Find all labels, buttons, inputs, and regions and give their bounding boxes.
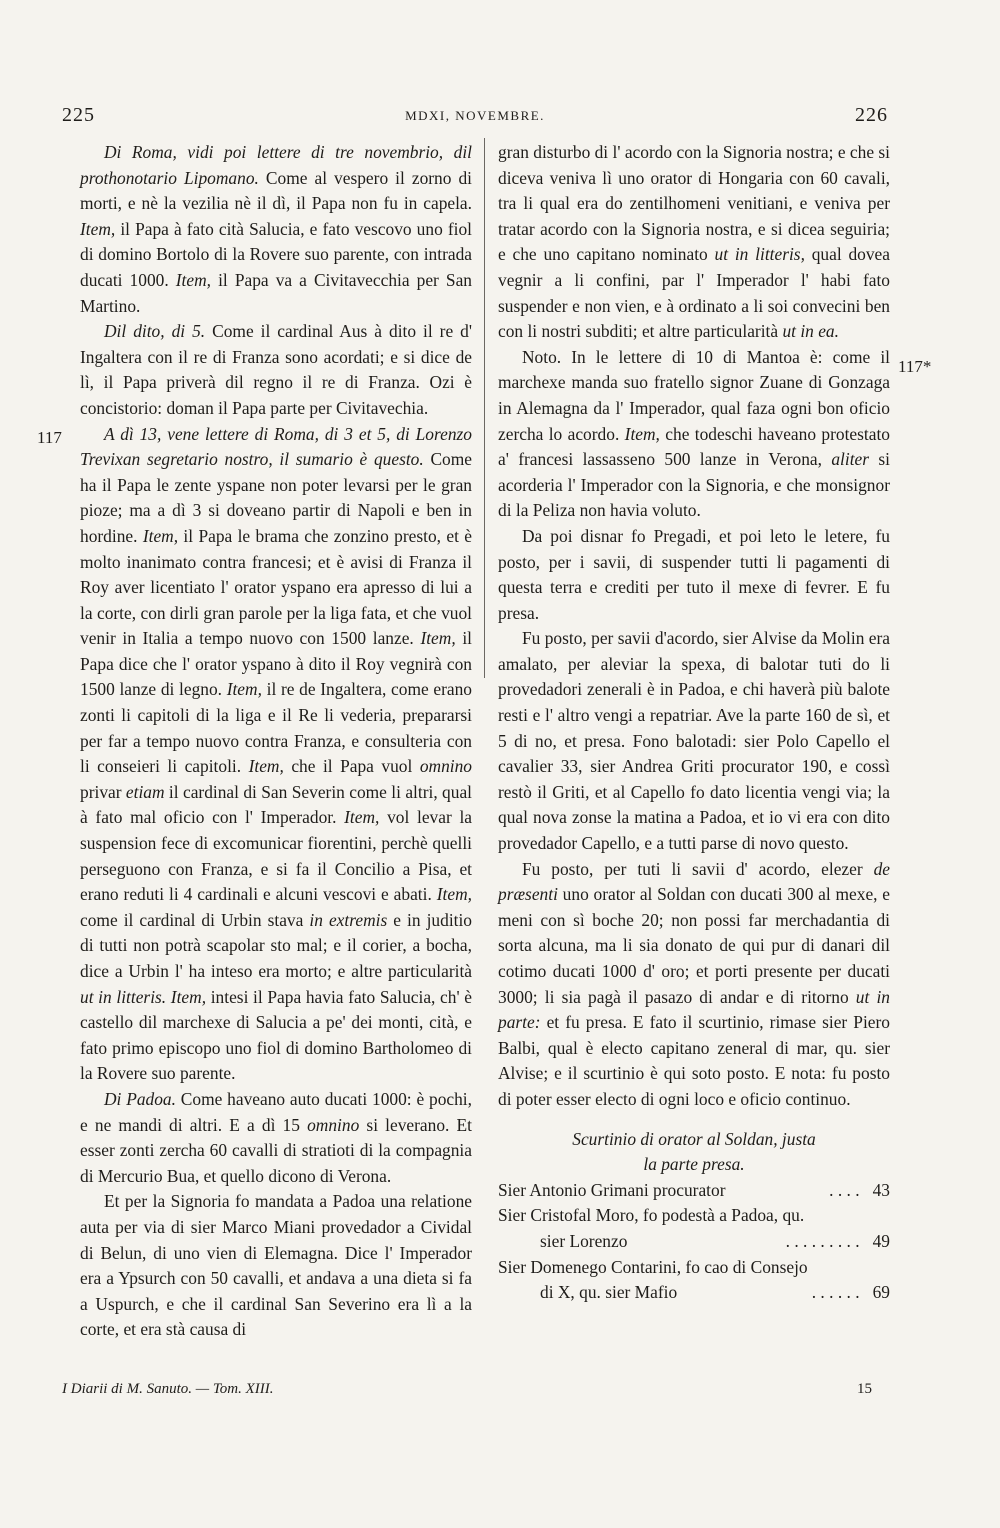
text: Fu posto, per savii d'acordo, sier Alvise da Molin era amalato, per aleviar la spexa, di balotar tuti do li provedadori zenerali è in Padoa, e chi haverà più balote resti e l' altro vengi a repatriar. Ave la parte 160 de sì, et 5 di no, et presa. Fono balotadi: sier Polo Capello el cavalier 33, sier Andrea Griti procurator 190, e cossì restò il Griti, et al Capello fo dato licentia vengi via; la qual nova zonse la matina a Padoa, et io vi era con dito provedador Capello, e a tutti parse di novo questo.	[498, 628, 890, 854]
paragraph	[80, 319, 472, 421]
leader-dots: . . . .	[829, 1179, 860, 1200]
text: come il cardinal di Urbin stava	[80, 909, 310, 930]
italic-lead: A dì 13, vene lettere di Roma, di 3 et 5, di Lorenzo Trevixan segretario nostro, il sumario è questo.	[80, 423, 472, 470]
italic-item: Item,	[624, 423, 660, 444]
italic-item: Item,	[166, 986, 207, 1007]
text: il Papa va a Civitavecchia per San Martino.	[80, 269, 472, 316]
leader-dots: . . . . . . . . .	[785, 1230, 860, 1251]
scrutinio-heading	[498, 1127, 890, 1178]
paragraph	[80, 140, 472, 319]
text: privar	[80, 781, 126, 802]
paragraph	[80, 1189, 472, 1343]
italic-word: in extremis	[309, 909, 388, 930]
italic-item: Item,	[420, 628, 456, 649]
text: gran disturbo di l' acordo con la Signoria nostra; e che si diceva veniva lì uno orator di Hongaria con 60 cavali, tra li qual era do zentilhomeni venitiani, e veniva per tratar acordo con la Signoria nostra, e si dicea seguiria; e che uno capitano nominato	[498, 142, 890, 265]
paragraph	[498, 857, 890, 1113]
candidate-name: Sier Domenego Contarini, fo cao di Consejo	[498, 1256, 808, 1277]
running-title: MDXI, NOVEMBRE.	[405, 108, 545, 123]
italic-word: aliter	[831, 449, 870, 470]
page-header	[62, 104, 888, 132]
paragraph	[498, 345, 890, 524]
right-column	[498, 140, 890, 1306]
vote-row	[498, 1280, 890, 1306]
paragraph	[498, 626, 890, 856]
vote-list	[498, 1178, 890, 1306]
text: qual dovea vegnir a li confini, par l' Imperador l' habi fato suspender e non vien, e à ordinato a li soi convecini ben con li nostri subditi; et altre particularità	[498, 244, 890, 342]
text: Come il cardinal Aus à dito il re d' Ingaltera con il re di Franza sono acordati; e si dice de lì, il Papa priverà dil regno il re di Franza. Ozi è concistorio: doman il Papa parte per Civitavechia.	[80, 321, 472, 418]
text: il Papa à fato cità Salucia, e fato vescovo uno fiol di domino Bortolo di la Rovere suo parente, con intrada ducati 1000.	[80, 218, 472, 290]
text: Noto. In le lettere di 10 di Mantoa è: come il marchexe manda suo fratello signor Zuane di Gonzaga in Alemagna da l' Imperador, qual faza ogni bon oficio zercha lo acordo.	[498, 346, 890, 444]
italic-lead: Dil dito, di 5.	[104, 321, 206, 342]
paragraph	[80, 1087, 472, 1189]
italic-item: Item,	[248, 756, 284, 777]
text: il cardinal di San Severin come li altri, qual à fato mal oficio con l' Imperador.	[80, 781, 472, 828]
text: si leverano. Et esser zonti zercha 60 cavalli di stratioti di la compagnia di Mercurio Bua, et quello dicono di Verona.	[80, 1114, 472, 1186]
vote-row	[498, 1255, 890, 1281]
sheet-number: 15	[857, 1381, 872, 1397]
italic-lead: Di Roma, vidi poi lettere di tre novembrio, dil prothonotario Lipomano.	[80, 142, 472, 188]
vote-count	[829, 1178, 890, 1204]
italic-word: omnino	[419, 756, 472, 777]
margin-note-left: 117	[37, 428, 62, 447]
italic-item: Item,	[175, 269, 212, 290]
text: Et per la Signoria fo mandata a Padoa una relatione auta per via di sier Marco Miani provedador a Cividal di Belun, di uno vien di Elemagna. Dice l' Imperador era a Ypsurch con 50 cavalli, et andava a una dieta si fa a Uspurch, e che il cardinal San Severino era lì a la corte, et era stà causa di	[80, 1191, 472, 1340]
text: vol levar la suspension fece di excomunicar fiorentini, perchè quelli perseguono con Franza, e si fa il Concilio a Pisa, et erano reduti li 4 cardinali e alcuni vescovi e abati.	[80, 807, 472, 905]
vote-number: 49	[872, 1230, 890, 1251]
italic-item: Item,	[344, 807, 380, 828]
left-column	[80, 140, 472, 1343]
heading-line: la parte presa.	[643, 1154, 745, 1175]
text: et fu presa. E fato il scurtinio, rimase sier Piero Balbi, qual è electo capitano zeneral di mar, qu. sier Alvise; e il scurtinio è qui soto posto. E nota: fu posto di poter esser electo di ogni loco e oficio continuo.	[498, 1012, 890, 1109]
italic-word: ut in litteris,	[714, 244, 805, 265]
paragraph	[498, 140, 890, 345]
italic-word: etiam	[125, 781, 165, 802]
italic-word: omnino	[307, 1114, 360, 1135]
text: Fu posto, per tuti li savii d' acordo, elezer	[522, 858, 874, 879]
text: che todeschi haveano protestato a' francesi lassasseno 500 lanze in Verona,	[498, 423, 890, 470]
page-number-right: 226	[855, 104, 888, 126]
text: Da poi disnar fo Pregadi, et poi leto le letere, fu posto, per i savii, di suspender tutti li pagamenti di questa terra e crediti per tuto il mexe di fevrer. E fu presa.	[498, 525, 890, 623]
paragraph	[498, 524, 890, 626]
text: Come ha il Papa le zente yspane non poter levarsi per le gran pioze; ma a dì 3 si doveano partir di Napoli e ben in hordine.	[80, 449, 473, 546]
vote-count	[812, 1280, 890, 1306]
vote-number: 69	[872, 1282, 890, 1303]
vote-row	[498, 1229, 890, 1255]
vote-row	[498, 1178, 890, 1204]
vote-row	[498, 1203, 890, 1229]
italic-word: ut in litteris.	[80, 986, 167, 1007]
candidate-name: Sier Cristofal Moro, fo podestà a Padoa, qu.	[498, 1205, 805, 1226]
candidate-name: di X, qu. sier Mafio	[540, 1282, 678, 1303]
italic-word: ut in ea.	[782, 321, 839, 342]
paragraph	[80, 422, 472, 1087]
text: Come al vespero il zorno di morti, e nè la vezilia nè il dì, il Papa non fu in capela.	[80, 167, 473, 214]
column-divider	[484, 138, 485, 678]
vote-number: 43	[872, 1179, 890, 1200]
italic-item: Item,	[142, 525, 179, 546]
italic-item: Item,	[226, 679, 262, 700]
heading-line: Scurtinio di orator al Soldan, justa	[572, 1128, 816, 1149]
vote-count	[786, 1229, 890, 1255]
text: uno orator al Soldan con ducati 300 al mexe, e meni con sì boche 20; non possi far merchadantia di sorta alcuna, ma li sia donato de qui pur di danari dil cotimo ducati 1000 d' oro; et porti presente per ducati 3000; li sia pagà il pasazo di andar e di ritorno	[498, 884, 890, 1007]
text: il Papa dice che l' orator yspano à dito il Roy vegnirà con 1500 lanze di legno.	[80, 628, 473, 700]
text: Come haveano auto ducati 1000: è pochi, e ne mandi di altri. E a dì 15	[80, 1088, 472, 1135]
italic-word: de præsenti	[498, 858, 890, 905]
leader-dots: . . . . . .	[811, 1282, 860, 1303]
text: si acorderia l' Imperador con la Signoria, e che monsignor di la Peliza non havia voluto.	[498, 449, 890, 521]
margin-note-right: 117*	[898, 357, 932, 376]
italic-lead: Di Padoa.	[104, 1088, 176, 1109]
italic-item: Item,	[80, 218, 116, 239]
italic-item: Item,	[436, 884, 472, 905]
text: intesi il Papa havia fato Salucia, ch' è castello dil marchexe di Salucia a pe' dei monti, cità, e fato primo episcopo uno fiol di domino Bartholomeo di la Rovere suo parente.	[80, 986, 472, 1084]
italic-word: ut in parte:	[498, 986, 891, 1033]
candidate-name: sier Lorenzo	[540, 1230, 628, 1251]
signature-line: I Diarii di M. Sanuto. — Tom. XIII.	[62, 1381, 274, 1397]
text: il re de Ingaltera, come erano zonti li capitoli di la liga e il Re li vederia, prepararsi per far a tempo nuovo contra Franza, e consulteria con li conseieri li capitoli.	[80, 679, 472, 777]
text: che il Papa vuol	[283, 756, 420, 777]
page-number-left: 225	[62, 104, 95, 126]
text: e in juditio di tutti non potrà scapolar sto mal; e il corier, a bocha, dice a Urbin l' ha inteso era morto; e altre particularità	[80, 909, 473, 981]
text: il Papa le brama che zonzino presto, et è molto inanimato contra francesi; et è avisi di Franza il Roy aver licentiato l' orator yspano era apresso di lui a la corte, con dirli gran parole per la liga fata, et che vuol venir in Italia a tempo nuovo con 1500 lanze.	[80, 525, 472, 649]
candidate-name: Sier Antonio Grimani procurator	[498, 1179, 726, 1200]
